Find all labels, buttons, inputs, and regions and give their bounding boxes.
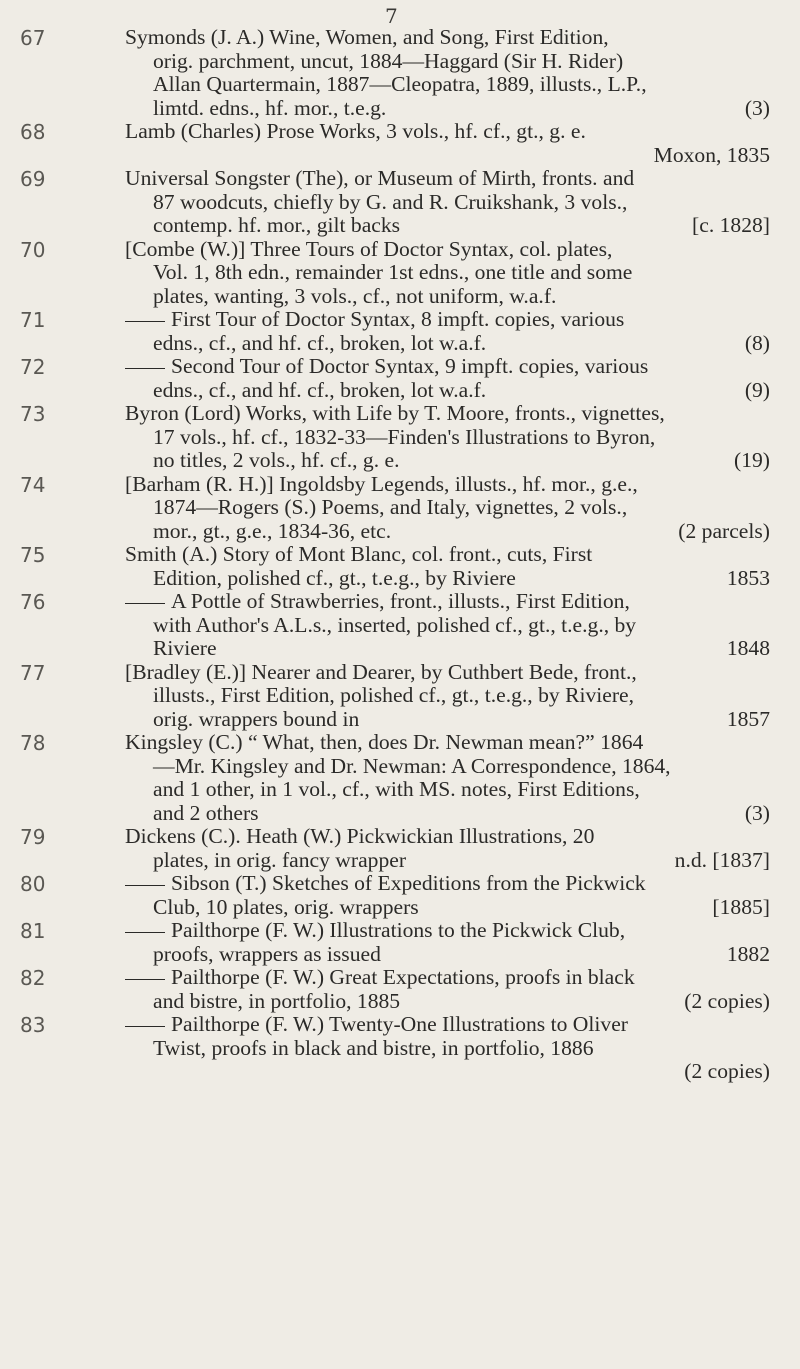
entry-line	[125, 238, 770, 262]
ditto-dash	[125, 885, 165, 886]
entry-line	[125, 849, 770, 873]
entry-line	[125, 50, 770, 74]
entry-text: [Bradley (E.)] Nearer and Dearer, by Cuthbert Bede, front.,	[125, 659, 637, 684]
entry-line	[125, 943, 770, 967]
entry-line	[125, 755, 770, 779]
catalogue-entry	[0, 167, 800, 238]
entry-line	[125, 919, 770, 943]
catalogue-entry	[0, 919, 800, 966]
entry-right-note: (3)	[744, 95, 770, 120]
entry-line	[125, 144, 770, 168]
entry-text: Lamb (Charles) Prose Works, 3 vols., hf. cf., gt., g. e.	[125, 119, 586, 143]
catalogue-entry	[0, 308, 800, 355]
entry-line	[125, 261, 770, 285]
lot-number: 69	[20, 167, 46, 191]
entry-line	[125, 191, 770, 215]
entry-text: Vol. 1, 8th edn., remainder 1st edns., one title and some	[153, 260, 633, 284]
entry-line	[125, 872, 770, 896]
entry-text: edns., cf., and hf. cf., broken, lot w.a.f.	[153, 330, 487, 355]
ditto-dash	[125, 1026, 165, 1027]
entry-text: Club, 10 plates, orig. wrappers	[153, 894, 419, 919]
ditto-dash	[125, 321, 165, 322]
entry-text: proofs, wrappers as issued	[153, 941, 381, 966]
entry-line	[125, 778, 770, 802]
entry-line	[125, 1013, 770, 1037]
entry-line	[125, 708, 770, 732]
entry-line	[125, 802, 770, 826]
entry-text: Edition, polished cf., gt., t.e.g., by Riviere	[153, 565, 516, 590]
entry-text: plates, in orig. fancy wrapper	[153, 847, 407, 872]
entry-line	[125, 731, 770, 755]
entry-text: orig. parchment, uncut, 1884—Haggard (Sir H. Rider)	[153, 48, 624, 73]
entry-line	[125, 120, 770, 144]
catalogue-entry	[0, 402, 800, 473]
ditto-dash	[125, 979, 165, 980]
entry-text: and bistre, in portfolio, 1885	[153, 988, 401, 1013]
entry-line	[125, 590, 770, 614]
catalogue-entry	[0, 590, 800, 661]
lot-number: 70	[20, 237, 46, 262]
lot-number: 68	[20, 120, 46, 144]
entry-right-note: (9)	[744, 377, 770, 402]
lot-number: 79	[20, 825, 46, 849]
entry-line	[125, 402, 770, 426]
catalogue-entry	[0, 966, 800, 1013]
lot-number: 74	[20, 472, 46, 497]
entry-right-note: 1853	[726, 565, 770, 590]
lot-number: 78	[20, 731, 46, 755]
entry-text: Second Tour of Doctor Syntax, 9 impft. copies, various	[171, 354, 649, 378]
entry-right-note: (3)	[744, 800, 770, 825]
entry-line	[125, 449, 770, 473]
entry-text: Riviere	[153, 636, 217, 660]
entry-text: Pailthorpe (F. W.) Illustrations to the Pickwick Club,	[171, 918, 626, 942]
entry-right-note: [1885]	[712, 894, 770, 919]
entry-text: orig. wrappers bound in	[153, 706, 360, 731]
entry-right-note: Moxon, 1835	[653, 142, 770, 167]
entry-text: Dickens (C.). Heath (W.) Pickwickian Illustrations, 20	[125, 824, 595, 848]
entry-line	[125, 473, 770, 497]
entry-text: Pailthorpe (F. W.) Twenty-One Illustrations to Oliver	[171, 1012, 628, 1036]
catalogue-entry	[0, 473, 800, 544]
ditto-dash	[125, 603, 165, 604]
lot-number: 73	[20, 402, 46, 426]
entry-text: Byron (Lord) Works, with Life by T. Moore, fronts., vignettes,	[125, 401, 665, 425]
entry-line	[125, 97, 770, 121]
entry-text: A Pottle of Strawberries, front., illusts., First Edition,	[171, 589, 630, 613]
entry-line	[125, 990, 770, 1014]
entry-text: First Tour of Doctor Syntax, 8 impft. copies, various	[171, 307, 625, 331]
entry-line	[125, 214, 770, 238]
lot-number: 76	[20, 590, 46, 614]
entry-line	[125, 684, 770, 708]
entry-line	[125, 543, 770, 567]
entry-right-note: (2 parcels)	[678, 518, 770, 543]
entry-line	[125, 1060, 770, 1084]
entry-text: no titles, 2 vols., hf. cf., g. e.	[153, 448, 400, 472]
entry-line	[125, 496, 770, 520]
entry-line	[125, 614, 770, 638]
lot-number: 72	[20, 355, 46, 379]
entry-right-note: (2 copies)	[684, 1059, 770, 1083]
lot-number: 82	[20, 966, 46, 990]
lot-number: 71	[20, 308, 46, 332]
ditto-dash	[125, 932, 165, 933]
entry-text: Kingsley (C.) “ What, then, does Dr. Newman mean?” 1864	[125, 730, 644, 754]
entry-line	[125, 520, 770, 544]
entry-right-note: 1848	[726, 636, 770, 660]
entry-right-note: (8)	[744, 330, 770, 355]
entry-right-note: 1857	[726, 706, 770, 731]
catalogue-entry	[0, 1013, 800, 1084]
entry-line	[125, 637, 770, 661]
entry-line	[125, 426, 770, 450]
entry-line	[125, 1037, 770, 1061]
catalogue-entry	[0, 731, 800, 825]
entry-line	[125, 332, 770, 356]
catalogue-entry	[0, 120, 800, 167]
entry-text: 17 vols., hf. cf., 1832-33—Finden's Illustrations to Byron,	[153, 424, 656, 449]
catalogue-entry	[0, 355, 800, 402]
entry-right-note: (2 copies)	[684, 988, 770, 1013]
entry-text: Pailthorpe (F. W.) Great Expectations, proofs in black	[171, 965, 635, 989]
catalogue-entry	[0, 872, 800, 919]
catalogue-entry	[0, 543, 800, 590]
entry-text: Allan Quartermain, 1887—Cleopatra, 1889, illusts., L.P.,	[153, 72, 647, 96]
catalogue-entries	[0, 26, 800, 1084]
entry-line	[125, 285, 770, 309]
lot-number: 80	[20, 872, 46, 896]
lot-number: 77	[20, 660, 46, 685]
entry-text: —Mr. Kingsley and Dr. Newman: A Correspondence, 1864,	[153, 753, 671, 778]
entry-text: [Barham (R. H.)] Ingoldsby Legends, illusts., hf. mor., g.e.,	[125, 471, 638, 496]
entry-text: limtd. edns., hf. mor., t.e.g.	[153, 95, 387, 120]
entry-line	[125, 379, 770, 403]
entry-line	[125, 896, 770, 920]
entry-text: Sibson (T.) Sketches of Expeditions from the Pickwick	[171, 871, 646, 895]
entry-line	[125, 167, 770, 191]
entry-line	[125, 661, 770, 685]
entry-line	[125, 825, 770, 849]
catalogue-entry	[0, 661, 800, 732]
entry-text: with Author's A.L.s., inserted, polished cf., gt., t.e.g., by	[153, 612, 637, 637]
catalogue-entry	[0, 825, 800, 872]
entry-text: [Combe (W.)] Three Tours of Doctor Syntax, col. plates,	[125, 236, 613, 261]
entry-line	[125, 73, 770, 97]
entry-right-note: [c. 1828]	[692, 213, 770, 237]
entry-text: edns., cf., and hf. cf., broken, lot w.a.f.	[153, 377, 487, 402]
entry-line	[125, 966, 770, 990]
entry-line	[125, 567, 770, 591]
entry-text: 87 woodcuts, chiefly by G. and R. Cruikshank, 3 vols.,	[153, 189, 628, 214]
entry-line	[125, 26, 770, 50]
entry-line	[125, 308, 770, 332]
catalogue-entry	[0, 238, 800, 309]
entry-text: plates, wanting, 3 vols., cf., not uniform, w.a.f.	[153, 283, 557, 308]
entry-right-note: n.d. [1837]	[674, 847, 770, 872]
entry-text: and 1 other, in 1 vol., cf., with MS. notes, First Editions,	[153, 777, 640, 801]
lot-number: 75	[20, 543, 46, 567]
ditto-dash	[125, 368, 165, 369]
entry-text: and 2 others	[153, 800, 259, 825]
entry-text: illusts., First Edition, polished cf., gt., t.e.g., by Riviere,	[153, 683, 635, 707]
lot-number: 81	[20, 919, 46, 943]
entry-text: Smith (A.) Story of Mont Blanc, col. front., cuts, First	[125, 542, 593, 566]
entry-right-note: 1882	[726, 941, 770, 966]
entry-text: 1874—Rogers (S.) Poems, and Italy, vignettes, 2 vols.,	[153, 495, 628, 519]
entry-text: Symonds (J. A.) Wine, Women, and Song, First Edition,	[125, 25, 609, 49]
entry-text: mor., gt., g.e., 1834-36, etc.	[153, 518, 392, 543]
entry-text: Twist, proofs in black and bistre, in portfolio, 1886	[153, 1035, 594, 1060]
entry-text: Universal Songster (The), or Museum of Mirth, fronts. and	[125, 166, 635, 190]
lot-number: 67	[20, 26, 46, 50]
entry-text: contemp. hf. mor., gilt backs	[153, 213, 401, 237]
lot-number: 83	[20, 1013, 46, 1037]
entry-line	[125, 355, 770, 379]
catalogue-entry	[0, 26, 800, 120]
entry-right-note: (19)	[734, 448, 770, 472]
page-number: 7	[385, 4, 398, 28]
